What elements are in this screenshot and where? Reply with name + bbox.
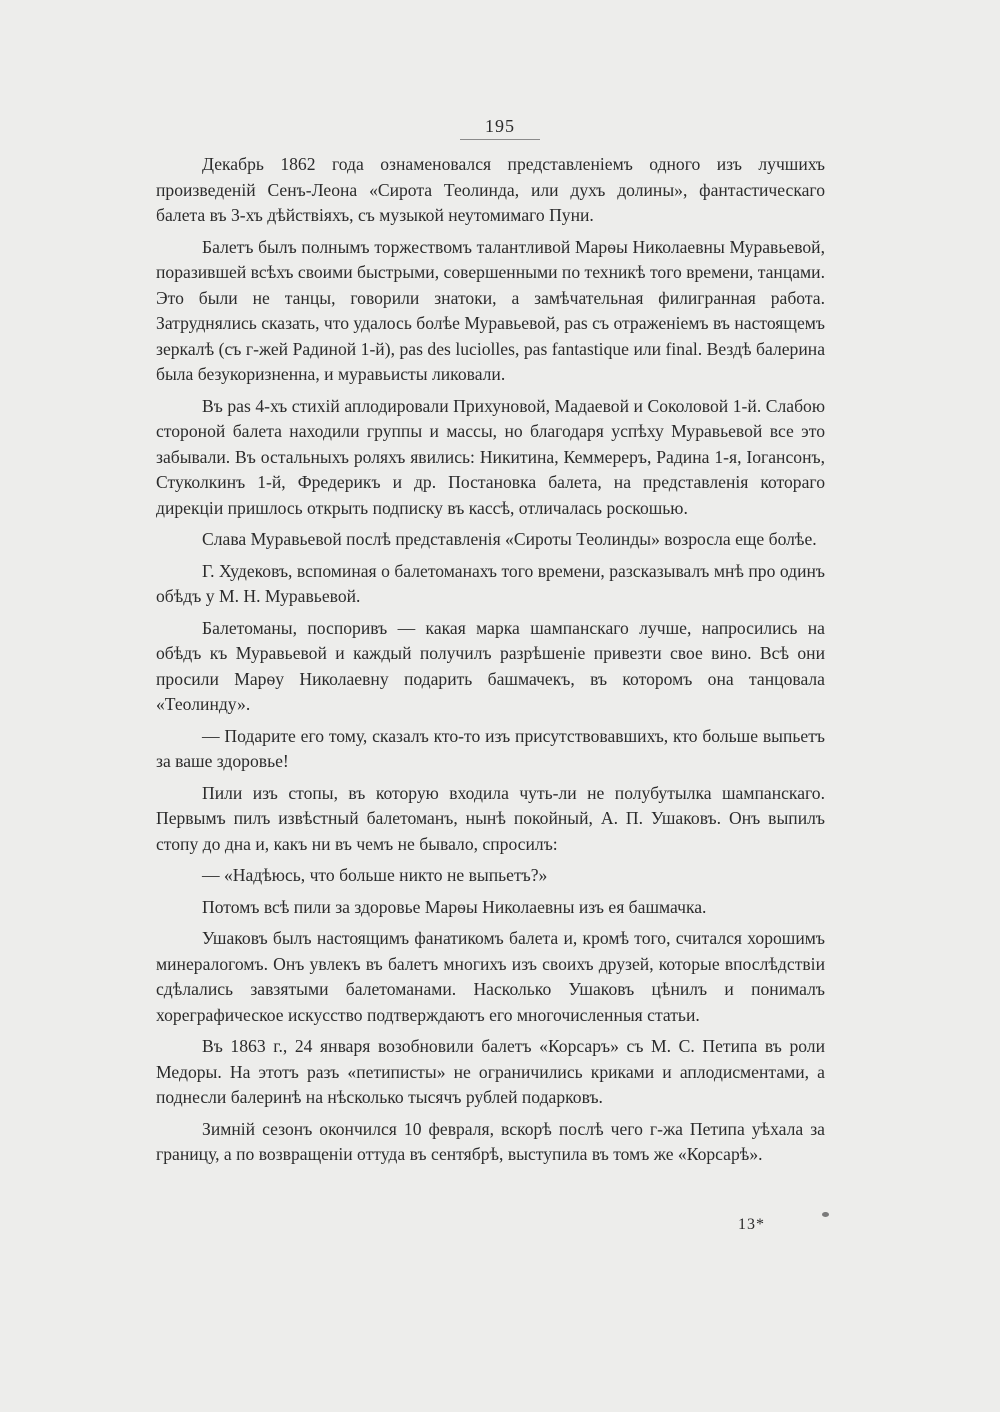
page-number: 195 (460, 116, 540, 140)
paragraph: Г. Худековъ, вспоминая о балетоманахъ того времени, разсказывалъ мнѣ про одинъ обѣдъ у М. Н. Муравьевой. (156, 560, 825, 606)
body-text (156, 152, 825, 1174)
paragraph: Пили изъ стопы, въ которую входила чуть-ли не полубутылка шампанскаго. Первымъ пилъ извѣстный балетоманъ, нынѣ покойный, А. П. Ушаковъ. Онъ выпилъ стопу до дна и, какъ ни въ чемъ не бывало, спросилъ: (156, 782, 825, 854)
paragraph: Балетоманы, поспоривъ — какая марка шампанскаго лучше, напросились на обѣдъ къ Муравьевой и каждый получилъ разрѣшеніе привезти свое вино. Всѣ они просили Марѳу Николаевну подарить башмачекъ, въ которомъ она танцовала «Теолинду». (156, 617, 825, 714)
paragraph: Слава Муравьевой послѣ представленія «Сироты Теолинды» возросла еще болѣе. (202, 529, 817, 549)
paragraph: Ушаковъ былъ настоящимъ фанатикомъ балета и, кромѣ того, считался хорошимъ минералогомъ. Онъ увлекъ въ балетъ многихъ изъ своихъ друзей, которые впослѣдствіи сдѣлались завзятыми балетоманами. Насколько Ушаковъ цѣнилъ и понималъ хореграфическое искусство подтверждаютъ его многочисленныя статьи. (156, 928, 825, 1025)
signature-mark: 13* (738, 1216, 765, 1233)
paragraph: Потомъ всѣ пили за здоровье Марѳы Николаевны изъ ея башмачка. (202, 896, 707, 917)
paragraph: Зимній сезонъ окончился 10 февраля, вскорѣ послѣ чего г-жа Петипа уѣхала за границу, а по возвращеніи оттуда въ сентябрѣ, выступила въ томъ же «Корсарѣ». (156, 1118, 825, 1164)
paragraph: Въ 1863 г., 24 января возобновили балетъ «Корсаръ» съ М. С. Петипа въ роли Медоры. На этотъ разъ «петиписты» не ограничились криками и аплодисментами, а поднесли балеринѣ на нѣсколько тысячъ рублей подарковъ. (156, 1036, 825, 1107)
paragraph: — «Надѣюсь, что больше никто не выпьетъ?» (202, 865, 548, 885)
paragraph: Декабрь 1862 года ознаменовался представленіемъ одного изъ лучшихъ произведеній Сенъ-Леона «Сирота Теолинда, или духъ долины», фантастическаго балета въ 3-хъ дѣйствіяхъ, съ музыкой неутомимаго Пуни. (156, 154, 825, 225)
paragraph: — Подарите его тому, сказалъ кто-то изъ присутствовавшихъ, кто больше выпьетъ за ваше здоровье! (156, 725, 825, 771)
paragraph: Въ pas 4-хъ стихій аплодировали Прихуновой, Мадаевой и Соколовой 1-й. Слабою стороной балета находили группы и массы, но благодаря успѣху Муравьевой все это забывали. Въ остальныхъ роляхъ явились: Никитина, Кеммереръ, Радина 1-я, Іогансонъ, Стуколкинъ 1-й, Фредерикъ и др. Постановка балета, на представленія котораго дирекціи пришлось открыть подписку въ кассѣ, отличалась роскошью. (156, 395, 825, 518)
paragraph: Балетъ былъ полнымъ торжествомъ талантливой Марѳы Николаевны Муравьевой, поразившей всѣхъ своими быстрыми, совершенными по техникѣ того времени, танцами. Это были не танцы, говорили знатоки, а замѣчательная филигранная работа. Затруднялись сказать, что удалось болѣе Муравьевой, pas съ отраженіемъ въ настоящемъ зеркалѣ (съ г-жей Радиной 1-й), pas des luciolles, pas fantastique или final. Вездѣ балерина была безукоризненна, и муравьисты ликовали. (156, 236, 825, 384)
ink-speck (822, 1212, 829, 1217)
